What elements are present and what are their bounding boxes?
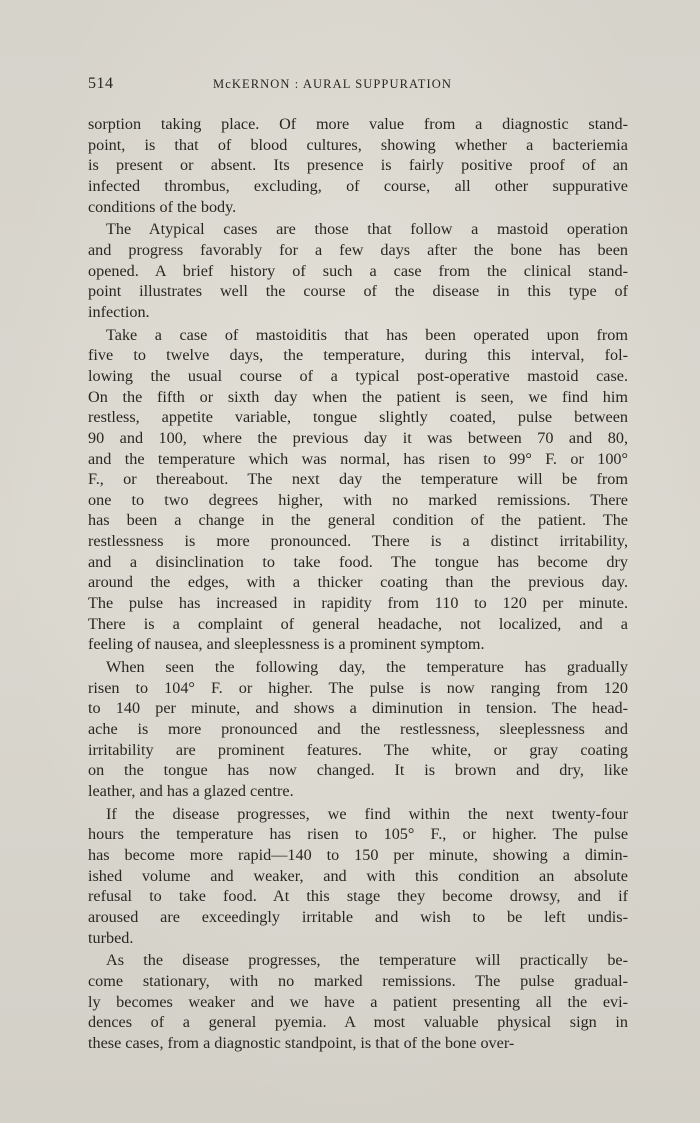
page-number: 514	[88, 75, 114, 92]
text-line: restlessness is more pronounced. There is a distinct irritability,	[88, 532, 628, 551]
text-line: and the temperature which was normal, has risen to 99° F. or 100°	[88, 449, 628, 468]
text-line: is present or absent. Its presence is fairly positive proof of an	[88, 156, 628, 175]
paragraph	[88, 219, 628, 322]
text-line: feeling of nausea, and sleeplessness is a prominent symptom.	[88, 635, 485, 654]
text-line: F., or thereabout. The next day the temperature will be from	[88, 470, 628, 489]
text-line: hours the temperature has risen to 105° F., or higher. The pulse	[88, 825, 628, 844]
text-line: point, is that of blood cultures, showing whether a bacteriemia	[88, 135, 628, 154]
paragraph	[88, 950, 628, 1053]
text-line: these cases, from a diagnostic standpoint, is that of the bone over-	[88, 1033, 515, 1052]
text-line: risen to 104° F. or higher. The pulse is now ranging from 120	[88, 678, 628, 697]
paragraph	[88, 114, 628, 217]
text-line: and progress favorably for a few days after the bone has been	[88, 240, 628, 259]
text-line: aroused are exceedingly irritable and wish to be left undis-	[88, 907, 628, 926]
text-line: on the tongue has now changed. It is brown and dry, like	[88, 761, 628, 780]
text-line: The pulse has increased in rapidity from 110 to 120 per minute.	[88, 594, 628, 613]
text-line: point illustrates well the course of the disease in this type of	[88, 282, 628, 301]
paragraph	[88, 657, 628, 802]
text-line: come stationary, with no marked remissions. The pulse gradual-	[88, 971, 628, 990]
page-header	[88, 75, 635, 97]
paragraph	[88, 325, 628, 656]
text-line: around the edges, with a thicker coating than the previous day.	[88, 573, 628, 592]
text-line: irritability are prominent features. The white, or gray coating	[88, 740, 628, 759]
text-line: On the fifth or sixth day when the patient is seen, we find him	[88, 387, 628, 406]
text-line: infection.	[88, 302, 150, 321]
text-line: leather, and has a glazed centre.	[88, 782, 294, 800]
text-line: The Atypical cases are those that follow a mastoid operation	[106, 220, 628, 239]
body-text	[88, 114, 628, 1054]
text-line: opened. A brief history of such a case from the clinical stand-	[88, 261, 628, 280]
text-line: ache is more pronounced and the restlessness, sleeplessness and	[88, 720, 628, 739]
text-line: As the disease progresses, the temperature will practically be-	[106, 951, 628, 970]
text-line: one to two degrees higher, with no marked remissions. There	[88, 490, 628, 509]
text-line: dences of a general pyemia. A most valuable physical sign in	[88, 1013, 628, 1032]
text-line: to 140 per minute, and shows a diminution in tension. The head-	[88, 699, 628, 718]
text-line: There is a complaint of general headache, not localized, and a	[88, 614, 628, 633]
text-line: lowing the usual course of a typical post-operative mastoid case.	[88, 366, 628, 385]
text-line: restless, appetite variable, tongue slightly coated, pulse between	[88, 408, 628, 427]
text-line: Take a case of mastoiditis that has been operated upon from	[106, 325, 628, 344]
text-line: When seen the following day, the temperature has gradually	[106, 658, 628, 677]
text-line: conditions of the body.	[88, 197, 237, 216]
text-line: refusal to take food. At this stage they become drowsy, and if	[88, 887, 628, 906]
text-line: has been a change in the general condition of the patient. The	[88, 511, 628, 530]
text-line: ished volume and weaker, and with this condition an absolute	[88, 866, 628, 885]
paragraph	[88, 804, 628, 949]
text-line: 90 and 100, where the previous day it was between 70 and 80,	[88, 428, 628, 447]
text-line: infected thrombus, excluding, of course, all other suppurative	[88, 176, 628, 195]
text-line: and a disinclination to take food. The tongue has become dry	[88, 552, 628, 571]
text-line: turbed.	[88, 928, 134, 947]
text-line: ly becomes weaker and we have a patient presenting all the evi-	[88, 992, 628, 1011]
text-line: If the disease progresses, we find within the next twenty-four	[106, 804, 628, 823]
text-line: five to twelve days, the temperature, during this interval, fol-	[88, 346, 628, 365]
running-head: McKERNON : AURAL SUPPURATION	[213, 77, 453, 91]
text-line: sorption taking place. Of more value from a diagnostic stand-	[88, 115, 628, 133]
text-line: has become more rapid—140 to 150 per minute, showing a dimin-	[88, 845, 628, 864]
